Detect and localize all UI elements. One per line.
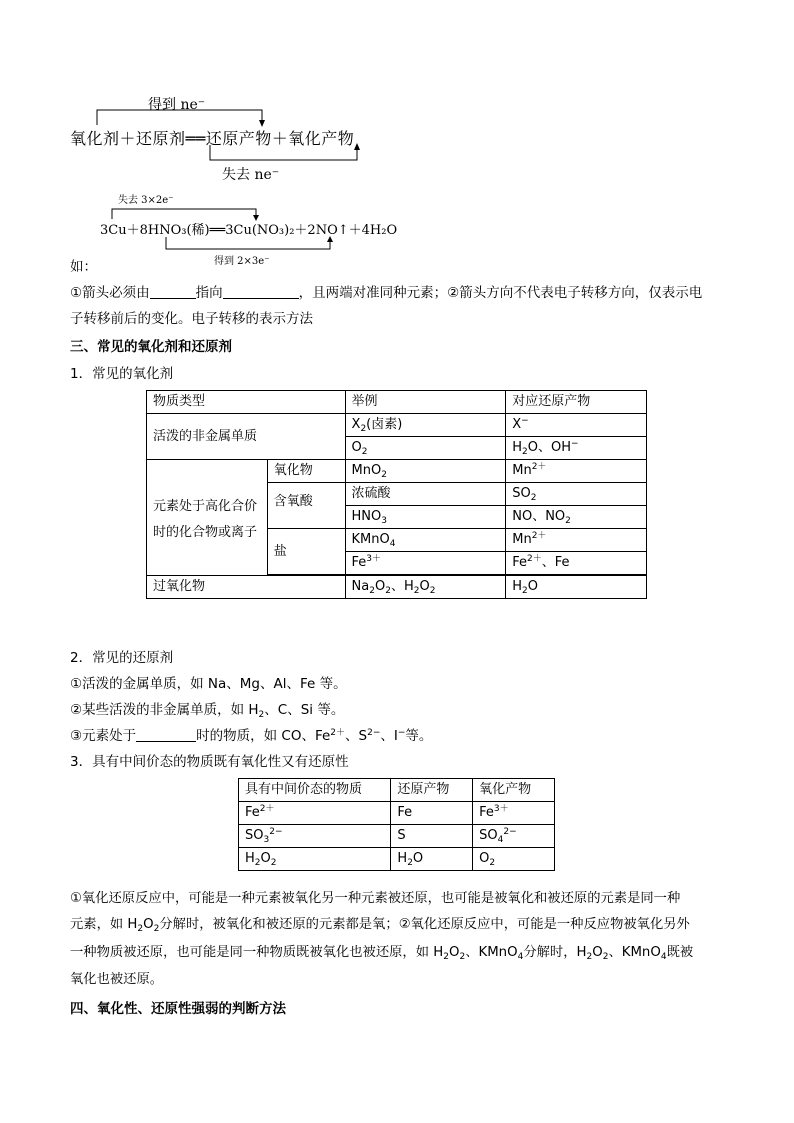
copper-nitric-equation: 3Cu＋8HNO₃(稀)══3Cu(NO₃)₂＋2NO↑＋4H₂O: [100, 223, 398, 238]
intermediate-valence-table: [238, 778, 555, 871]
oxidizer-table: [146, 390, 647, 599]
table-header: 还原产物: [391, 779, 473, 802]
note-line-2: 元素，如 $H_2O_2$分解时，被氧化和被还原的元素都是氧；②氧化还原反应中，可能是一种反应物被氧化另外: [70, 917, 690, 934]
category-oxide: 氧化物: [267, 460, 345, 483]
fill-blank: [150, 284, 196, 299]
group-peroxide: 过氧化物: [147, 576, 346, 599]
category-oxyacid: 含氧酸: [267, 483, 345, 529]
fill-blank: [223, 284, 299, 299]
table-cell: X−: [506, 414, 647, 437]
table-cell: $O_2$: [473, 848, 555, 871]
table-cell: NO、$NO_2$: [506, 506, 647, 529]
table-cell: $SO_4^{2-}$: [473, 825, 555, 848]
table-cell: $Fe^{2+}$: [239, 802, 391, 825]
table-cell: $Na_2O_2$、$H_2O_2$: [345, 576, 506, 599]
table-cell: $Mn^{2+}$: [506, 529, 647, 552]
table-cell: $Mn^{2+}$: [506, 460, 647, 483]
category-salt: 盐: [267, 529, 345, 575]
table-cell: KMnO$_4$: [345, 529, 506, 552]
table-cell: S: [391, 825, 473, 848]
sub-heading-intermediate: 3．具有中间价态的物质既有氧化性又有还原性: [70, 754, 349, 770]
diagram-arrows: [0, 0, 794, 250]
general-equation: 氧化剂＋还原剂══还原产物＋氧化产物: [70, 129, 355, 148]
table-header: 氧化产物: [473, 779, 555, 802]
table-cell: $H_2O$、OH−: [506, 437, 647, 460]
gain-electrons-label: 得到 ne⁻: [148, 97, 206, 113]
section3-heading: 三、常见的氧化剂和还原剂: [70, 339, 232, 355]
table-cell: $SO_2$: [506, 483, 647, 506]
intro-line1: ①箭头必须由 指向 ，且两端对准同种元素；②箭头方向不代表电子转移方向，仅表示电: [70, 285, 703, 301]
group-high-valence: 元素处于高化合价时的化合物或离子: [147, 460, 268, 576]
table-header: 物质类型: [147, 391, 346, 414]
cu-gain-label: 得到 2×3e⁻: [214, 256, 270, 267]
reducer-item-1: ①活泼的金属单质，如 Na、Mg、Al、Fe 等。: [70, 676, 347, 692]
fill-blank: [136, 727, 196, 742]
intro-ru: 如：: [70, 259, 97, 275]
sub-heading-oxidizers: 1．常见的氧化剂: [70, 366, 174, 382]
table-cell: $SO_3^{2-}$: [239, 825, 391, 848]
table-cell: $Fe^{2+}$、Fe: [506, 552, 647, 575]
reducer-item-3: ③元素处于 时的物质，如 CO、$Fe^{2+}$、$S^{2-}$、I−等。: [70, 728, 433, 744]
note-line-1: ①氧化还原反应中，可能是一种元素被氧化另一种元素被还原，也可能是被氧化和被还原的元素是同一种: [70, 891, 681, 906]
table-cell: $Fe^{3+}$: [473, 802, 555, 825]
table-cell: Fe: [391, 802, 473, 825]
table-cell: $O_2$: [345, 437, 506, 460]
note-line-4: 氧化也被还原。: [70, 972, 164, 987]
table-header: 举例: [345, 391, 506, 414]
table-cell: $HNO_3$: [345, 506, 506, 529]
table-cell: $H_2O$: [506, 576, 647, 599]
reducer-item-2: ②某些活泼的非金属单质，如 $H_2$、C、Si 等。: [70, 702, 345, 720]
section4-heading: 四、氧化性、还原性强弱的判断方法: [70, 1001, 286, 1017]
table-cell: $Fe^{3+}$: [345, 552, 506, 575]
table-cell: MnO$_2$: [345, 460, 506, 483]
cu-lose-label: 失去 3×2e⁻: [118, 195, 174, 206]
group-nonmetal: 活泼的非金属单质: [147, 414, 346, 460]
note-line-3: 一种物质被还原，也可能是同一种物质既被氧化也被还原，如 $H_2O_2$、KMnO$_4$分解时，$H_2O_2$、KMnO$_4$既被: [70, 945, 694, 962]
table-header: 具有中间价态的物质: [239, 779, 391, 802]
table-header: 对应还原产物: [506, 391, 647, 414]
table-cell: $H_2O$: [391, 848, 473, 871]
table-cell: $H_2O_2$: [239, 848, 391, 871]
intro-line2: 子转移前后的变化。电子转移的表示方法: [70, 311, 313, 327]
sub-heading-reducers: 2．常见的还原剂: [70, 650, 174, 666]
table-cell: $X_2$(卤素): [345, 414, 506, 437]
table-cell: 浓硫酸: [345, 483, 506, 506]
lose-electrons-label: 失去 ne⁻: [222, 167, 280, 183]
